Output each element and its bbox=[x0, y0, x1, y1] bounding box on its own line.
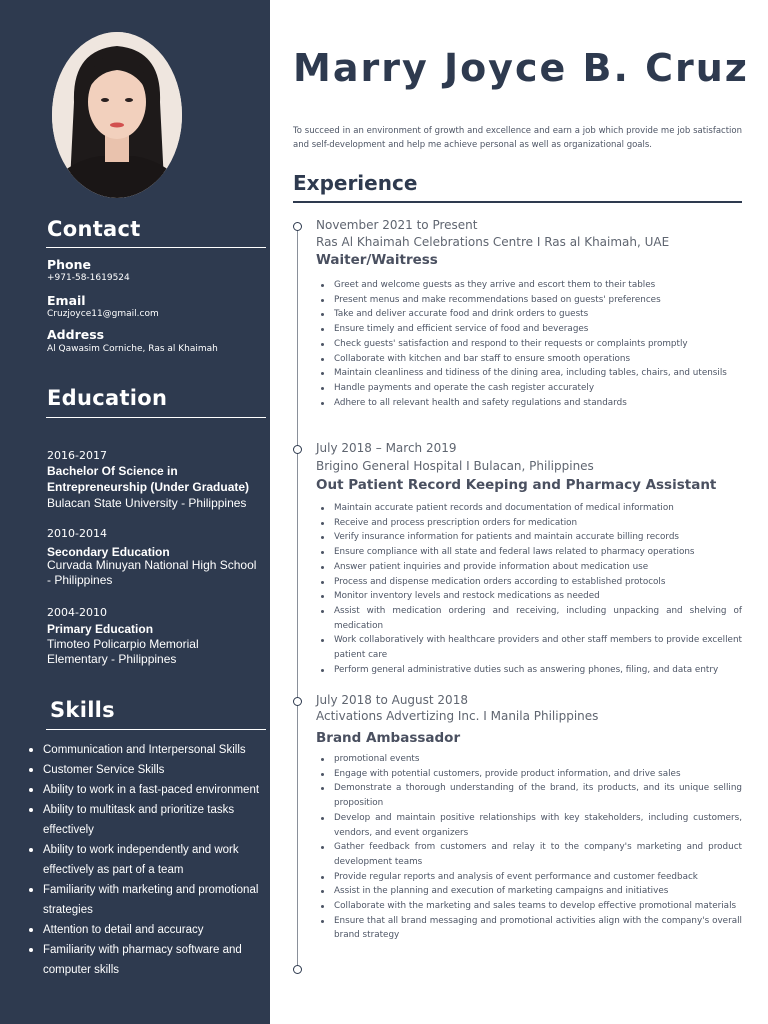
job-duties bbox=[316, 501, 742, 677]
phone-label: Phone bbox=[47, 257, 92, 272]
skill-item: Customer Service Skills bbox=[23, 760, 268, 780]
skills-divider bbox=[46, 729, 266, 730]
address-label: Address bbox=[47, 327, 105, 342]
duty-item: Develop and maintain positive relationships with key stakeholders, including customers, vendors, and event organizers bbox=[316, 811, 742, 840]
duty-item: Adhere to all relevant health and safety regulations and standards bbox=[316, 396, 742, 411]
education-school: Bulacan State University - Philippines bbox=[47, 496, 247, 510]
duty-item: Work collaboratively with healthcare providers and other staff members to provide excellent patient care bbox=[316, 633, 742, 662]
duty-item: Greet and welcome guests as they arrive and escort them to their tables bbox=[316, 278, 742, 293]
job-date: November 2021 to Present bbox=[316, 218, 478, 232]
skill-item: Familiarity with marketing and promotional strategies bbox=[23, 880, 268, 920]
duty-item: Check guests' satisfaction and respond to their requests or complaints promptly bbox=[316, 337, 742, 352]
education-school: Timoteo Policarpio Memorial Elementary - Philippines bbox=[47, 637, 199, 666]
job-date: July 2018 – March 2019 bbox=[316, 441, 457, 455]
sidebar bbox=[0, 0, 270, 1024]
duty-item: Collaborate with kitchen and bar staff to ensure smooth operations bbox=[316, 352, 742, 367]
address-value: Al Qawasim Corniche, Ras al Khaimah bbox=[47, 344, 218, 354]
education-degree: Primary Education bbox=[47, 622, 154, 636]
job-company: Ras Al Khaimah Celebrations Centre I Ras al Khaimah, UAE bbox=[316, 235, 670, 249]
skill-item: Attention to detail and accuracy bbox=[23, 920, 268, 940]
skill-item: Ability to work independently and work effectively as part of a team bbox=[23, 840, 268, 880]
duty-item: Verify insurance information for patients and maintain accurate billing records bbox=[316, 530, 742, 545]
duty-item: Engage with potential customers, provide product information, and drive sales bbox=[316, 767, 742, 782]
timeline-dot bbox=[293, 697, 302, 706]
duty-item: Ensure timely and efficient service of food and beverages bbox=[316, 322, 742, 337]
education-degree: Secondary Education bbox=[47, 545, 170, 559]
duty-item: promotional events bbox=[316, 752, 742, 767]
skills-list bbox=[23, 740, 268, 980]
duty-item: Answer patient inquiries and provide information about medication use bbox=[316, 560, 742, 575]
candidate-name: Marry Joyce B. Cruz bbox=[293, 46, 749, 90]
education-years: 2004-2010 bbox=[47, 606, 107, 619]
duty-item: Maintain cleanliness and tidiness of the dining area, including tables, chairs, and utensils bbox=[316, 366, 742, 381]
skills-heading: Skills bbox=[50, 698, 115, 722]
duty-item: Monitor inventory levels and restock medications as needed bbox=[316, 589, 742, 604]
profile-photo bbox=[52, 32, 182, 198]
contact-heading: Contact bbox=[47, 217, 141, 241]
job-title: Waiter/Waitress bbox=[316, 252, 438, 268]
timeline-dot bbox=[293, 222, 302, 231]
duty-item: Ensure compliance with all state and federal laws related to pharmacy operations bbox=[316, 545, 742, 560]
job-title: Brand Ambassador bbox=[316, 730, 461, 746]
experience-heading: Experience bbox=[293, 171, 418, 195]
job-duties bbox=[316, 278, 742, 410]
experience-divider bbox=[293, 201, 742, 203]
job-title: Out Patient Record Keeping and Pharmacy Assistant bbox=[316, 477, 717, 493]
duty-item: Provide regular reports and analysis of event performance and customer feedback bbox=[316, 870, 742, 885]
job-date: July 2018 to August 2018 bbox=[316, 693, 468, 707]
contact-divider bbox=[46, 247, 266, 248]
skill-item: Communication and Interpersonal Skills bbox=[23, 740, 268, 760]
duty-item: Ensure that all brand messaging and promotional activities align with the company's overall brand strategy bbox=[316, 914, 742, 943]
timeline-line bbox=[297, 227, 298, 969]
job-duties bbox=[316, 752, 742, 943]
email-value: Cruzjoyce11@gmail.com bbox=[47, 309, 159, 319]
duty-item: Take and deliver accurate food and drink orders to guests bbox=[316, 307, 742, 322]
job-company: Activations Advertizing Inc. I Manila Philippines bbox=[316, 709, 599, 723]
duty-item: Assist in the planning and execution of marketing campaigns and initiatives bbox=[316, 884, 742, 899]
education-years: 2016-2017 bbox=[47, 449, 107, 462]
duty-item: Gather feedback from customers and relay it to the company's marketing and product development teams bbox=[316, 840, 742, 869]
timeline-dot bbox=[293, 965, 302, 974]
education-school: Curvada Minuyan National High School - Philippines bbox=[47, 558, 257, 587]
education-degree: Bachelor Of Science in Entrepreneurship (Under Graduate) bbox=[47, 464, 250, 494]
duty-item: Perform general administrative duties such as answering phones, filing, and data entry bbox=[316, 663, 742, 678]
education-divider bbox=[46, 417, 266, 418]
skill-item: Ability to work in a fast-paced environment bbox=[23, 780, 268, 800]
education-years: 2010-2014 bbox=[47, 527, 107, 540]
duty-item: Assist with medication ordering and receiving, including unpacking and shelving of medication bbox=[316, 604, 742, 633]
duty-item: Process and dispense medication orders according to established protocols bbox=[316, 575, 742, 590]
skill-item: Familiarity with pharmacy software and computer skills bbox=[23, 940, 268, 980]
objective-statement: To succeed in an environment of growth and excellence and earn a job which provide me job satisfaction and self-development and help me achieve personal as well as organizational goals. bbox=[293, 126, 742, 150]
duty-item: Maintain accurate patient records and documentation of medical information bbox=[316, 501, 742, 516]
duty-item: Receive and process prescription orders for medication bbox=[316, 516, 742, 531]
profile-photo-image bbox=[52, 32, 182, 198]
education-heading: Education bbox=[47, 386, 168, 410]
job-company: Brigino General Hospital I Bulacan, Philippines bbox=[316, 459, 594, 473]
email-label: Email bbox=[47, 293, 86, 308]
phone-value: +971-58-1619524 bbox=[47, 273, 130, 283]
duty-item: Demonstrate a thorough understanding of the brand, its products, and its unique selling proposition bbox=[316, 781, 742, 810]
duty-item: Handle payments and operate the cash register accurately bbox=[316, 381, 742, 396]
duty-item: Present menus and make recommendations based on guests' preferences bbox=[316, 293, 742, 308]
timeline-dot bbox=[293, 445, 302, 454]
duty-item: Collaborate with the marketing and sales teams to develop effective promotional materials bbox=[316, 899, 742, 914]
skill-item: Ability to multitask and prioritize tasks effectively bbox=[23, 800, 268, 840]
